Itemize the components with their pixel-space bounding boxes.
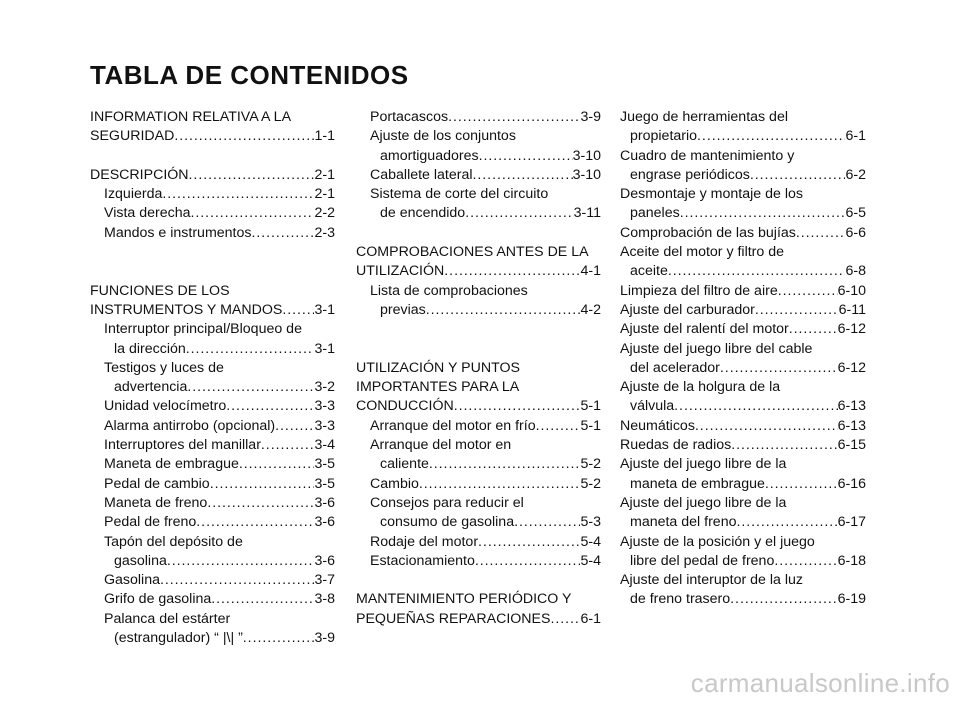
toc-entry[interactable]: [90, 397, 335, 416]
dot-leader: [730, 590, 837, 609]
toc-entry-title: PEQUEÑAS REPARACIONES: [356, 610, 551, 627]
toc-page-number: 3-5: [314, 475, 335, 492]
toc-entry[interactable]: [356, 417, 601, 436]
toc-entry-title: Ajuste de los conjuntos: [370, 128, 516, 145]
toc-page-number: 2-3: [314, 224, 335, 241]
toc-entry-title: Neumáticos: [620, 417, 695, 434]
toc-entry[interactable]: [620, 301, 866, 320]
dot-leader: [282, 301, 314, 320]
toc-entry[interactable]: [90, 108, 335, 147]
toc-entry-title: Ajuste del interuptor de la luz: [620, 572, 803, 589]
toc-entry[interactable]: [90, 204, 335, 223]
dot-leader: [207, 494, 314, 513]
toc-entry[interactable]: [90, 166, 335, 185]
toc-entry-title: de freno trasero: [630, 591, 731, 608]
toc-entry-title: IMPORTANTES PARA LA: [356, 379, 520, 396]
toc-entry-title: Ajuste del ralentí del motor: [620, 321, 789, 338]
dot-leader: [778, 282, 838, 301]
toc-entry[interactable]: [620, 243, 866, 282]
toc-entry[interactable]: [620, 147, 866, 186]
toc-page-number: 3-6: [314, 494, 335, 511]
toc-entry[interactable]: [356, 533, 601, 552]
toc-page-number: 5-4: [580, 552, 601, 569]
toc-entry-title: UTILIZACIÓN Y PUNTOS: [356, 359, 520, 376]
toc-entry-title: la dirección: [114, 340, 186, 357]
toc-entry[interactable]: [90, 417, 335, 436]
toc-entry-title: Aceite del motor y filtro de: [620, 244, 785, 261]
dot-leader: [789, 320, 838, 339]
toc-entry-title: FUNCIONES DE LOS: [90, 282, 230, 299]
toc-page-number: 3-6: [314, 552, 335, 569]
toc-page-number: 6-12: [837, 321, 866, 338]
dot-leader: [514, 513, 580, 532]
toc-page-number: 3-5: [314, 456, 335, 473]
dot-leader: [448, 108, 580, 127]
toc-entry[interactable]: [620, 455, 866, 494]
toc-entry-title: MANTENIMIENTO PERIÓDICO Y: [356, 591, 572, 608]
toc-entry-title: Vista derecha: [104, 205, 191, 222]
toc-entry-title: Juego de herramientas del: [620, 109, 788, 125]
toc-page-number: 6-19: [837, 591, 866, 608]
toc-entry-title: INFORMATION RELATIVA A LA: [90, 109, 292, 125]
dot-leader: [444, 262, 580, 281]
toc-page-number: 3-11: [573, 205, 601, 222]
toc-page-number: 6-5: [845, 205, 866, 222]
dot-leader: [160, 571, 314, 590]
dot-leader: [674, 397, 837, 416]
toc-column-2: [356, 108, 601, 629]
toc-entry-title: libre del pedal de freno: [630, 552, 775, 569]
toc-page-number: 6-13: [837, 417, 866, 434]
toc-entry-title: Palanca del estárter: [104, 610, 231, 627]
toc-entry-title: Consejos para reducir el: [370, 494, 524, 511]
toc-entry-title: Tapón del depósito de: [104, 533, 243, 550]
spacer: [356, 224, 601, 243]
toc-page-number: 3-10: [572, 147, 601, 164]
dot-leader: [251, 224, 314, 243]
toc-page-number: 2-1: [314, 166, 335, 183]
dot-leader: [473, 166, 573, 185]
spacer: [356, 320, 601, 339]
toc-entry-title: Ruedas de radios: [620, 437, 732, 454]
toc-entry[interactable]: [620, 417, 866, 436]
dot-leader: [478, 533, 580, 552]
dot-leader: [275, 417, 314, 436]
toc-entry[interactable]: [356, 590, 601, 629]
toc-entry-title: Pedal de cambio: [104, 475, 210, 492]
toc-page-number: 4-2: [580, 301, 601, 318]
toc-entry-title: consumo de gasolina: [380, 514, 515, 531]
page-title: TABLA DE CONTENIDOS: [90, 60, 409, 90]
toc-page-number: 6-17: [837, 514, 866, 531]
dot-leader: [536, 417, 581, 436]
toc-entry-title: Ajuste del juego libre de la: [620, 456, 787, 473]
dot-leader: [162, 185, 314, 204]
toc-entry-title: Gasolina: [104, 572, 160, 589]
toc-entry-title: advertencia: [114, 379, 188, 396]
toc-page-number: 5-1: [580, 417, 601, 434]
toc-entry-title: Interruptor principal/Bloqueo de: [104, 321, 302, 338]
toc-entry[interactable]: [90, 610, 335, 649]
spacer: [356, 571, 601, 590]
toc-entry[interactable]: [90, 185, 335, 204]
dot-leader: [429, 455, 581, 474]
dot-leader: [186, 340, 315, 359]
toc-entry-title: Arranque del motor en frío: [370, 417, 536, 434]
dot-leader: [765, 475, 838, 494]
dot-leader: [774, 552, 837, 571]
dot-leader: [189, 166, 315, 185]
dot-leader: [187, 378, 314, 397]
toc-page-number: 6-6: [845, 224, 866, 241]
toc-entry-title: Arranque del motor en: [370, 437, 512, 454]
toc-entry-title: paneles: [630, 205, 680, 222]
toc-page-number: 6-13: [837, 398, 866, 415]
toc-entry[interactable]: [356, 108, 601, 127]
dot-leader: [736, 513, 837, 532]
toc-entry[interactable]: [90, 282, 335, 321]
toc-page-number: 5-3: [580, 514, 601, 531]
dot-leader: [668, 262, 846, 281]
dot-leader: [239, 455, 315, 474]
dot-leader: [755, 301, 839, 320]
toc-entry-title: maneta de embrague: [630, 475, 765, 492]
toc-entry-title: Ajuste de la holgura de la: [620, 379, 781, 396]
dot-leader: [680, 204, 846, 223]
dot-leader: [720, 359, 838, 378]
dot-leader: [454, 397, 581, 416]
toc-entry[interactable]: [90, 224, 335, 243]
toc-page-number: 6-11: [838, 301, 866, 318]
toc-entry[interactable]: [90, 590, 335, 609]
toc-entry-title: previas: [380, 301, 426, 318]
toc-entry-title: caliente: [380, 456, 429, 473]
toc-page-number: 6-1: [845, 128, 866, 145]
toc-entry-title: Ajuste del juego libre de la: [620, 494, 787, 511]
toc-page-number: 2-2: [314, 205, 335, 222]
toc-entry-title: Interruptores del manillar: [104, 437, 261, 454]
toc-entry[interactable]: [356, 243, 601, 282]
toc-entry[interactable]: [356, 185, 601, 224]
toc-page-number: 5-1: [580, 398, 601, 415]
dot-leader: [243, 629, 315, 648]
toc-entry[interactable]: [620, 571, 866, 610]
toc-entry-title: CONDUCCIÓN: [356, 398, 454, 415]
toc-entry-title: maneta del freno: [630, 514, 737, 531]
toc-entry-title: Comprobación de las bujías: [620, 224, 796, 241]
toc-entry-title: Portacascos: [370, 109, 449, 125]
toc-entry[interactable]: [620, 108, 866, 147]
toc-entry-title: Pedal de freno: [104, 514, 197, 531]
toc-entry[interactable]: [90, 513, 335, 532]
dot-leader: [426, 301, 581, 320]
dot-leader: [196, 513, 314, 532]
dot-leader: [697, 127, 845, 146]
toc-column-3: [620, 108, 866, 610]
dot-leader: [550, 610, 580, 629]
toc-entry-title: Sistema de corte del circuito: [370, 186, 549, 203]
toc-entry[interactable]: [90, 359, 335, 398]
toc-page-number: 3-4: [314, 437, 335, 454]
watermark: carmanualsonline.info: [690, 668, 950, 698]
toc-page-number: 6-15: [837, 437, 866, 454]
toc-page-number: 3-9: [580, 109, 601, 125]
toc-entry-title: Rodaje del motor: [370, 533, 479, 550]
toc-entry-title: (estrangulador) “ |\| ”: [114, 630, 243, 647]
toc-entry[interactable]: [620, 282, 866, 301]
toc-page-number: 3-1: [314, 301, 335, 318]
dot-leader: [750, 166, 846, 185]
spacer: [90, 243, 335, 262]
toc-entry-title: válvula: [630, 398, 675, 415]
dot-leader: [796, 224, 846, 243]
toc-page-number: 3-8: [314, 591, 335, 608]
toc-page-number: 1-1: [314, 128, 335, 145]
toc-entry[interactable]: [90, 475, 335, 494]
toc-entry-title: SEGURIDAD: [90, 128, 175, 145]
toc-entry-title: Caballete lateral: [370, 166, 473, 183]
toc-entry-title: Limpieza del filtro de aire: [620, 282, 778, 299]
toc-page-number: 3-1: [314, 340, 335, 357]
toc-page-number: 6-10: [837, 282, 866, 299]
toc-entry-title: Maneta de freno: [104, 494, 208, 511]
spacer: [356, 340, 601, 359]
dot-leader: [261, 436, 315, 455]
toc-entry[interactable]: [90, 455, 335, 474]
toc-entry-title: Izquierda: [104, 186, 163, 203]
dot-leader: [465, 204, 573, 223]
toc-entry[interactable]: [90, 571, 335, 590]
toc-entry[interactable]: [356, 494, 601, 533]
toc-entry[interactable]: [620, 378, 866, 417]
toc-entry-title: Mandos e instrumentos: [104, 224, 252, 241]
toc-page-number: 5-2: [580, 456, 601, 473]
dot-leader: [419, 475, 581, 494]
toc-page-number: 6-1: [580, 610, 601, 627]
toc-entry[interactable]: [356, 127, 601, 166]
toc-entry-title: Ajuste del juego libre del cable: [620, 340, 813, 357]
toc-entry[interactable]: [90, 320, 335, 359]
toc-entry[interactable]: [356, 552, 601, 571]
dot-leader: [191, 204, 315, 223]
toc-page-number: 3-7: [314, 572, 335, 589]
toc-entry[interactable]: [356, 359, 601, 417]
toc-page-number: 6-2: [845, 166, 866, 183]
toc-page-number: 6-16: [837, 475, 866, 492]
toc-page-number: 3-3: [314, 417, 335, 434]
toc-entry[interactable]: [356, 475, 601, 494]
toc-entry[interactable]: [356, 436, 601, 475]
toc-entry-title: COMPROBACIONES ANTES DE LA: [356, 244, 589, 261]
toc-entry[interactable]: [90, 533, 335, 572]
toc-page-number: 3-10: [572, 166, 601, 183]
toc-entry-title: engrase periódicos: [630, 166, 750, 183]
toc-entry[interactable]: [620, 436, 866, 455]
toc-entry-title: Maneta de embrague: [104, 456, 239, 473]
toc-entry-title: UTILIZACIÓN: [356, 263, 445, 280]
toc-entry-title: gasolina: [114, 552, 167, 569]
toc-entry[interactable]: [620, 224, 866, 243]
toc-entry-title: Alarma antirrobo (opcional): [104, 417, 276, 434]
toc-entry-title: propietario: [630, 128, 698, 145]
toc-entry[interactable]: [90, 494, 335, 513]
toc-entry[interactable]: [620, 320, 866, 339]
toc-entry-title: aceite: [630, 263, 668, 280]
toc-page-number: 6-8: [845, 263, 866, 280]
toc-entry-title: del acelerador: [630, 359, 720, 376]
dot-leader: [174, 127, 314, 146]
dot-leader: [210, 475, 315, 494]
dot-leader: [695, 417, 838, 436]
dot-leader: [167, 552, 315, 571]
toc-entry-title: Cuadro de mantenimiento y: [620, 147, 795, 164]
toc-entry[interactable]: [90, 436, 335, 455]
toc-entry-title: amortiguadores: [380, 147, 479, 164]
toc-page-number: 4-1: [580, 263, 601, 280]
toc-entry[interactable]: [356, 282, 601, 321]
toc-entry[interactable]: [356, 166, 601, 185]
toc-entry[interactable]: [620, 533, 866, 572]
toc-page-number: 3-3: [314, 398, 335, 415]
dot-leader: [731, 436, 837, 455]
dot-leader: [479, 147, 573, 166]
toc-entry-title: Estacionamiento: [370, 552, 475, 569]
toc-entry-title: Grifo de gasolina: [104, 591, 212, 608]
dot-leader: [475, 552, 581, 571]
toc-entry-title: Lista de comprobaciones: [370, 282, 528, 299]
toc-entry-title: Unidad velocímetro: [104, 398, 227, 415]
toc-entry[interactable]: [620, 340, 866, 379]
toc-page-number: 6-12: [837, 359, 866, 376]
toc-page-number: 3-9: [314, 630, 335, 647]
dot-leader: [226, 397, 314, 416]
toc-entry-title: de encendido: [380, 205, 466, 222]
toc-entry[interactable]: [620, 494, 866, 533]
toc-entry-title: Testigos y luces de: [104, 359, 224, 376]
toc-entry-title: Cambio: [370, 475, 419, 492]
toc-page-number: 5-2: [580, 475, 601, 492]
toc-page-number: 6-18: [837, 552, 866, 569]
toc-page-number: 5-4: [580, 533, 601, 550]
dot-leader: [211, 590, 314, 609]
toc-page-number: 3-6: [314, 514, 335, 531]
toc-entry-title: INSTRUMENTOS Y MANDOS: [90, 301, 283, 318]
toc-entry-title: Desmontaje y montaje de los: [620, 186, 803, 203]
toc-entry-title: Ajuste del carburador: [620, 301, 755, 318]
toc-entry[interactable]: [620, 185, 866, 224]
toc-page-number: 2-1: [314, 186, 335, 203]
toc-entry-title: DESCRIPCIÓN: [90, 166, 189, 183]
spacer: [90, 147, 335, 166]
toc-entry-title: Ajuste de la posición y el juego: [620, 533, 815, 550]
toc-column-1: [90, 108, 335, 648]
toc-page-number: 3-2: [314, 379, 335, 396]
spacer: [90, 262, 335, 281]
